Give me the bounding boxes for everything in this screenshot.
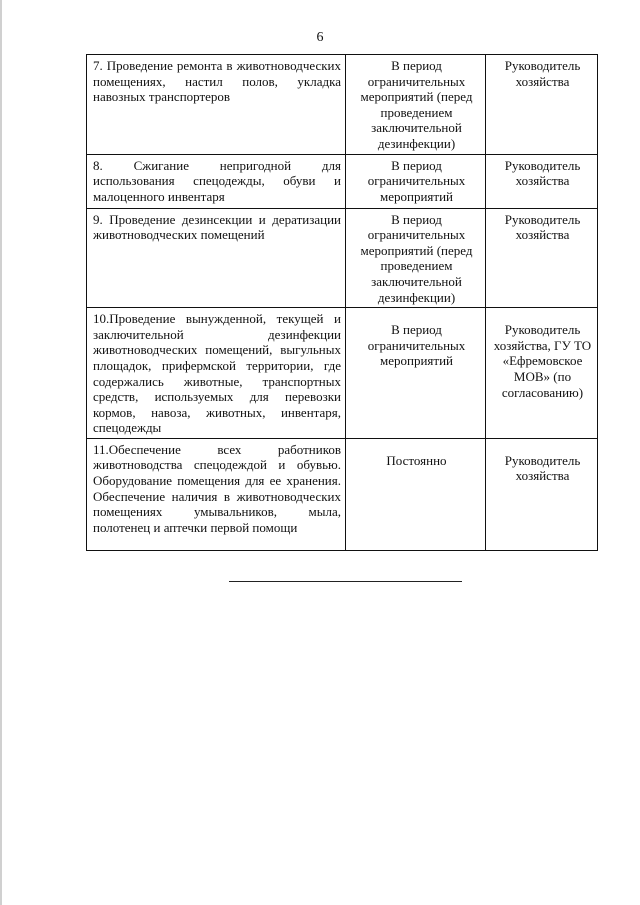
table-row: [87, 438, 598, 550]
measures-table: [86, 54, 598, 551]
table-row: [87, 154, 598, 208]
responsible-cell: Руководитель хозяйства: [486, 55, 598, 155]
responsible-cell: Руководитель хозяйства: [486, 438, 598, 550]
closing-rule: [229, 581, 462, 582]
action-cell: 8. Сжигание непригодной для использования спецодежды, обуви и малоценного инвентаря: [87, 154, 346, 208]
action-cell: 9. Проведение дезинсекции и дератизации животноводческих помещений: [87, 208, 346, 308]
scan-edge: [0, 0, 2, 905]
table-row: [87, 308, 598, 439]
action-cell: 7. Проведение ремонта в животноводческих помещениях, настил полов, укладка навозных транспортеров: [87, 55, 346, 155]
term-cell: В период ограничительных мероприятий (перед проведением заключительной дезинфекции): [346, 55, 486, 155]
table-row: [87, 55, 598, 155]
term-cell: В период ограничительных мероприятий: [346, 154, 486, 208]
page-number: 6: [316, 30, 324, 45]
responsible-cell: Руководитель хозяйства: [486, 208, 598, 308]
responsible-cell: Руководитель хозяйства, ГУ ТО «Ефремовское МОВ» (по согласованию): [486, 308, 598, 439]
action-cell: 11.Обеспечение всех работников животноводства спецодеждой и обувью. Оборудование помещения для ее хранения. Обеспечение наличия в животноводческих помещениях умывальников, мыла, полотенец и аптечки первой помощи: [87, 438, 346, 550]
responsible-cell: Руководитель хозяйства: [486, 154, 598, 208]
table-row: [87, 208, 598, 308]
action-cell: 10.Проведение вынужденной, текущей и заключительной дезинфекции животноводческих помещений, выгульных площадок, прифермской территории, где содержались животные, транспортных средств, используемых для перевозки кормов, навоза, животных, инвентаря, спецодежды: [87, 308, 346, 439]
term-cell: В период ограничительных мероприятий: [346, 308, 486, 439]
term-cell: В период ограничительных мероприятий (перед проведением заключительной дезинфекции): [346, 208, 486, 308]
term-cell: Постоянно: [346, 438, 486, 550]
